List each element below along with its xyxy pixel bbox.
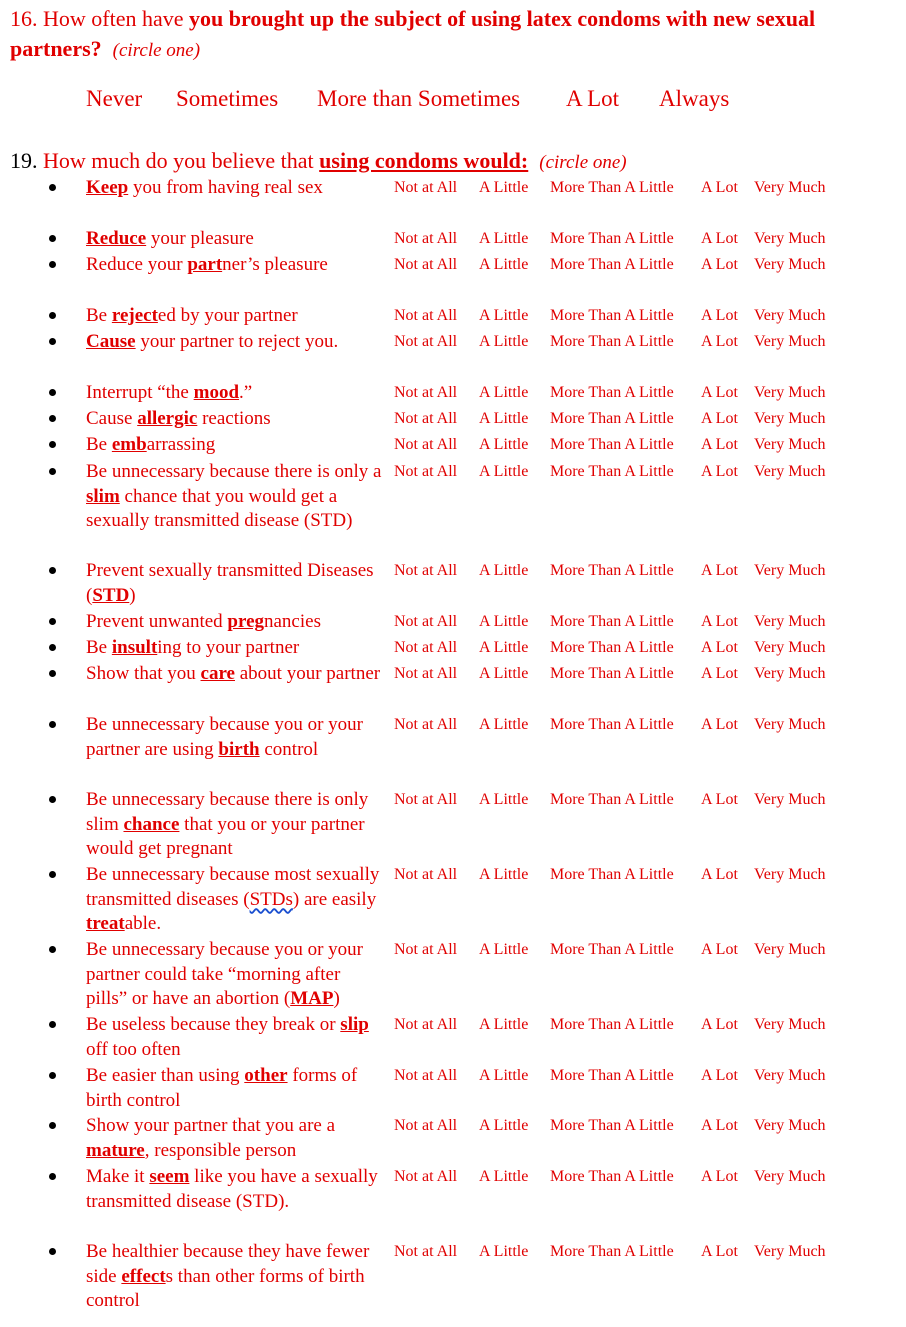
rating-scale bbox=[0, 256, 906, 278]
scale-option-more-than-a-little[interactable]: More Than A Little bbox=[550, 562, 674, 579]
question-19-emphasis: using condoms would: bbox=[319, 148, 529, 173]
keyword: Cause bbox=[86, 331, 136, 352]
scale-option-very-much[interactable]: Very Much bbox=[754, 463, 826, 480]
statement-text: Be easier than using bbox=[86, 1065, 245, 1086]
statement-text: like you have a sexually transmitted disease (STD). bbox=[86, 1166, 378, 1212]
statement-text: s than other forms of birth control bbox=[86, 1265, 365, 1311]
statement-text: ing to your partner bbox=[157, 637, 300, 658]
scale-option-more-than-a-little[interactable]: More Than A Little bbox=[550, 410, 674, 427]
scale-option-very-much[interactable]: Very Much bbox=[754, 639, 826, 656]
question-16 bbox=[10, 4, 895, 66]
scale-option-a-lot[interactable]: A Lot bbox=[701, 1117, 738, 1134]
statement-text: .” bbox=[239, 382, 253, 403]
scale-option-more-than-a-little[interactable]: More Than A Little bbox=[550, 384, 674, 401]
scale-option-not-at-all[interactable]: Not at All bbox=[394, 1067, 458, 1084]
keyword: STD bbox=[92, 584, 130, 606]
statement-text: Prevent unwanted bbox=[86, 611, 228, 632]
scale-option-not-at-all[interactable]: Not at All bbox=[394, 1016, 458, 1033]
scale-option-a-little[interactable]: A Little bbox=[479, 1016, 529, 1033]
rating-scale bbox=[0, 562, 906, 584]
question-19-text: How much do you believe that bbox=[37, 148, 320, 173]
scale-option-a-little[interactable]: A Little bbox=[479, 1067, 529, 1084]
scale-option-a-little[interactable]: A Little bbox=[479, 791, 529, 808]
scale-option-not-at-all[interactable]: Not at All bbox=[394, 665, 458, 682]
keyword: reject bbox=[111, 305, 158, 326]
statement-text: ) are easily bbox=[292, 888, 377, 910]
scale-option-a-little[interactable]: A Little bbox=[479, 1243, 529, 1260]
scale-option-not-at-all[interactable]: Not at All bbox=[394, 307, 458, 324]
scale-option-not-at-all[interactable]: Not at All bbox=[394, 410, 458, 427]
scale-option-a-little[interactable]: A Little bbox=[479, 941, 529, 958]
scale-option-a-lot[interactable]: A Lot bbox=[701, 179, 738, 196]
scale-option-a-little[interactable]: A Little bbox=[479, 613, 529, 630]
rating-scale bbox=[0, 333, 906, 355]
keyword: Reduce bbox=[86, 228, 147, 249]
scale-option-a-little[interactable]: A Little bbox=[479, 436, 529, 453]
scale-option-more-than-a-little[interactable]: More Than A Little bbox=[550, 1243, 674, 1260]
scale-option-a-little[interactable]: A Little bbox=[479, 1117, 529, 1134]
scale-option-very-much[interactable]: Very Much bbox=[754, 256, 826, 273]
statement-text: Show that you bbox=[86, 663, 201, 684]
scale-option-a-lot[interactable]: A Lot bbox=[701, 1243, 738, 1260]
scale-option-more-than-a-little[interactable]: More Than A Little bbox=[550, 230, 674, 247]
statement-text: Be useless because they break or bbox=[86, 1014, 341, 1035]
scale-option-not-at-all[interactable]: Not at All bbox=[394, 716, 458, 733]
keyword: preg bbox=[227, 611, 264, 632]
scale-option-very-much[interactable]: Very Much bbox=[754, 333, 826, 350]
scale-option-very-much[interactable]: Very Much bbox=[754, 410, 826, 427]
scale-option-a-little[interactable]: A Little bbox=[479, 333, 529, 350]
keyword: MAP bbox=[290, 988, 334, 1009]
statement-text: , responsible person bbox=[144, 1139, 297, 1161]
scale-option-very-much[interactable]: Very Much bbox=[754, 179, 826, 196]
scale-option-a-lot[interactable]: A Lot bbox=[701, 230, 738, 247]
keyword: mood bbox=[193, 382, 240, 403]
scale-option-more-than-a-little[interactable]: More Than A Little bbox=[550, 1016, 674, 1033]
scale-option-very-much[interactable]: Very Much bbox=[754, 866, 826, 883]
scale-option-very-much[interactable]: Very Much bbox=[754, 1067, 826, 1084]
statement-text: Prevent sexually transmitted Diseases ( bbox=[86, 560, 374, 606]
rating-scale bbox=[0, 1117, 906, 1139]
scale-option-more-than-a-little[interactable]: More Than A Little bbox=[550, 463, 674, 480]
scale-option-more-than-a-little[interactable]: More Than A Little bbox=[550, 1067, 674, 1084]
scale-option-very-much[interactable]: Very Much bbox=[754, 613, 826, 630]
scale-option-not-at-all[interactable]: Not at All bbox=[394, 1243, 458, 1260]
scale-option-a-lot[interactable]: A Lot bbox=[701, 639, 738, 656]
rating-scale bbox=[0, 463, 906, 485]
statement-text: off too often bbox=[86, 1038, 181, 1060]
scale-option-not-at-all[interactable]: Not at All bbox=[394, 230, 458, 247]
scale-option-very-much[interactable]: Very Much bbox=[754, 941, 826, 958]
option-more-than-sometimes[interactable]: More than Sometimes bbox=[317, 86, 521, 111]
keyword: treat bbox=[86, 913, 125, 934]
statement-text: Be unnecessary because you or your partner are using bbox=[86, 714, 363, 760]
scale-option-very-much[interactable]: Very Much bbox=[754, 384, 826, 401]
scale-option-more-than-a-little[interactable]: More Than A Little bbox=[550, 716, 674, 733]
scale-option-not-at-all[interactable]: Not at All bbox=[394, 333, 458, 350]
question-16-number: 16. bbox=[10, 6, 38, 31]
rating-scale bbox=[0, 179, 906, 201]
rating-scale bbox=[0, 1016, 906, 1038]
scale-option-a-lot[interactable]: A Lot bbox=[701, 256, 738, 273]
statement-text: Cause bbox=[86, 408, 138, 429]
rating-scale bbox=[0, 665, 906, 687]
scale-option-not-at-all[interactable]: Not at All bbox=[394, 562, 458, 579]
statement-text: able. bbox=[124, 913, 162, 934]
statement-text: control bbox=[259, 738, 319, 760]
statement-text: Be unnecessary because there is only slim bbox=[86, 789, 369, 835]
scale-option-a-lot[interactable]: A Lot bbox=[701, 307, 738, 324]
statement-text: Be unnecessary because you or your partner could take “morning after pills” or have an abortion ( bbox=[86, 939, 363, 1009]
statement-text: forms of birth control bbox=[86, 1065, 358, 1111]
scale-option-not-at-all[interactable]: Not at All bbox=[394, 463, 458, 480]
scale-option-a-little[interactable]: A Little bbox=[479, 230, 529, 247]
scale-option-not-at-all[interactable]: Not at All bbox=[394, 791, 458, 808]
scale-option-a-little[interactable]: A Little bbox=[479, 384, 529, 401]
question-19-number: 19. bbox=[10, 148, 38, 173]
statement-text: arrassing bbox=[146, 434, 216, 455]
rating-scale bbox=[0, 436, 906, 458]
scale-option-not-at-all[interactable]: Not at All bbox=[394, 384, 458, 401]
scale-option-a-lot[interactable]: A Lot bbox=[701, 463, 738, 480]
statement-text: Interrupt “the bbox=[86, 382, 194, 403]
rating-scale bbox=[0, 1067, 906, 1089]
scale-option-a-lot[interactable]: A Lot bbox=[701, 665, 738, 682]
keyword: slim bbox=[86, 485, 120, 507]
scale-option-a-little[interactable]: A Little bbox=[479, 463, 529, 480]
scale-option-not-at-all[interactable]: Not at All bbox=[394, 179, 458, 196]
rating-scale bbox=[0, 716, 906, 738]
rating-scale bbox=[0, 791, 906, 813]
scale-option-more-than-a-little[interactable]: More Than A Little bbox=[550, 436, 674, 453]
scale-option-not-at-all[interactable]: Not at All bbox=[394, 613, 458, 630]
rating-scale bbox=[0, 866, 906, 888]
keyword: seem bbox=[149, 1166, 190, 1187]
rating-scale bbox=[0, 613, 906, 635]
scale-option-not-at-all[interactable]: Not at All bbox=[394, 941, 458, 958]
keyword: care bbox=[200, 663, 235, 684]
option-never[interactable]: Never bbox=[86, 86, 143, 111]
statement-text: Show your partner that you are a bbox=[86, 1115, 336, 1136]
scale-option-a-little[interactable]: A Little bbox=[479, 562, 529, 579]
scale-option-not-at-all[interactable]: Not at All bbox=[394, 866, 458, 883]
scale-option-very-much[interactable]: Very Much bbox=[754, 230, 826, 247]
scale-option-more-than-a-little[interactable]: More Than A Little bbox=[550, 665, 674, 682]
statement-text: nancies bbox=[264, 611, 321, 632]
scale-option-very-much[interactable]: Very Much bbox=[754, 791, 826, 808]
scale-option-a-lot[interactable]: A Lot bbox=[701, 866, 738, 883]
scale-option-very-much[interactable]: Very Much bbox=[754, 436, 826, 453]
scale-option-more-than-a-little[interactable]: More Than A Little bbox=[550, 941, 674, 958]
statement-text: your pleasure bbox=[146, 228, 254, 249]
keyword: effect bbox=[121, 1265, 166, 1287]
rating-scale bbox=[0, 1243, 906, 1265]
scale-option-more-than-a-little[interactable]: More Than A Little bbox=[550, 866, 674, 883]
question-16-emphasis: you brought up the subject of using latex condoms with new sexual partners? bbox=[10, 6, 816, 61]
scale-option-a-little[interactable]: A Little bbox=[479, 639, 529, 656]
question-16-text: How often have bbox=[37, 6, 190, 31]
rating-scale bbox=[0, 307, 906, 329]
statement-text: that you or your partner would get pregnant bbox=[86, 813, 365, 859]
keyword: insult bbox=[111, 637, 158, 658]
rating-scale bbox=[0, 410, 906, 432]
scale-option-very-much[interactable]: Very Much bbox=[754, 562, 826, 579]
scale-option-very-much[interactable]: Very Much bbox=[754, 716, 826, 733]
scale-option-a-lot[interactable]: A Lot bbox=[701, 1016, 738, 1033]
statement-text: Be bbox=[86, 434, 112, 455]
statement-text: ) bbox=[129, 584, 136, 606]
scale-option-very-much[interactable]: Very Much bbox=[754, 1243, 826, 1260]
scale-option-not-at-all[interactable]: Not at All bbox=[394, 639, 458, 656]
statement-text: your partner to reject you. bbox=[135, 331, 339, 352]
option-a-lot[interactable]: A Lot bbox=[566, 86, 620, 111]
scale-option-a-lot[interactable]: A Lot bbox=[701, 562, 738, 579]
option-always[interactable]: Always bbox=[659, 86, 730, 111]
rating-scale bbox=[0, 639, 906, 661]
scale-option-a-lot[interactable]: A Lot bbox=[701, 791, 738, 808]
scale-option-more-than-a-little[interactable]: More Than A Little bbox=[550, 307, 674, 324]
scale-option-not-at-all[interactable]: Not at All bbox=[394, 1117, 458, 1134]
scale-option-more-than-a-little[interactable]: More Than A Little bbox=[550, 179, 674, 196]
statement-text: ) bbox=[333, 988, 340, 1009]
rating-scale bbox=[0, 1168, 906, 1190]
scale-option-a-lot[interactable]: A Lot bbox=[701, 436, 738, 453]
question-16-hint: (circle one) bbox=[112, 40, 201, 61]
scale-option-a-little[interactable]: A Little bbox=[479, 1168, 529, 1185]
scale-option-a-little[interactable]: A Little bbox=[479, 410, 529, 427]
scale-option-more-than-a-little[interactable]: More Than A Little bbox=[550, 639, 674, 656]
statement-text: Be bbox=[86, 305, 112, 326]
scale-option-a-little[interactable]: A Little bbox=[479, 716, 529, 733]
scale-option-more-than-a-little[interactable]: More Than A Little bbox=[550, 333, 674, 350]
scale-option-a-lot[interactable]: A Lot bbox=[701, 613, 738, 630]
keyword: Keep bbox=[86, 177, 129, 198]
keyword: slip bbox=[340, 1014, 369, 1035]
scale-option-more-than-a-little[interactable]: More Than A Little bbox=[550, 791, 674, 808]
statement-text: you from having real sex bbox=[128, 177, 323, 198]
statement-text: chance that you would get a sexually transmitted disease (STD) bbox=[86, 485, 353, 531]
question-16-options bbox=[0, 86, 906, 118]
keyword: birth bbox=[218, 738, 260, 760]
statement-text: Be healthier because they have fewer side bbox=[86, 1241, 370, 1287]
scale-option-a-little[interactable]: A Little bbox=[479, 256, 529, 273]
scale-option-a-little[interactable]: A Little bbox=[479, 307, 529, 324]
scale-option-a-lot[interactable]: A Lot bbox=[701, 1067, 738, 1084]
scale-option-a-lot[interactable]: A Lot bbox=[701, 384, 738, 401]
keyword: part bbox=[187, 254, 223, 275]
scale-option-more-than-a-little[interactable]: More Than A Little bbox=[550, 1117, 674, 1134]
scale-option-not-at-all[interactable]: Not at All bbox=[394, 436, 458, 453]
statement-text: Be unnecessary because there is only a bbox=[86, 461, 382, 482]
option-sometimes[interactable]: Sometimes bbox=[176, 86, 279, 111]
rating-scale bbox=[0, 941, 906, 963]
statement-text: ed by your partner bbox=[157, 305, 298, 326]
keyword: mature bbox=[86, 1139, 145, 1161]
scale-option-a-lot[interactable]: A Lot bbox=[701, 716, 738, 733]
statement-text: about your partner bbox=[235, 663, 381, 684]
scale-option-very-much[interactable]: Very Much bbox=[754, 307, 826, 324]
keyword: emb bbox=[111, 434, 147, 455]
scale-option-not-at-all[interactable]: Not at All bbox=[394, 1168, 458, 1185]
statement-text: Be unnecessary because most sexually transmitted diseases ( bbox=[86, 864, 380, 910]
statement-text: ner’s pleasure bbox=[222, 254, 328, 275]
scale-option-very-much[interactable]: Very Much bbox=[754, 1168, 826, 1185]
scale-option-a-lot[interactable]: A Lot bbox=[701, 941, 738, 958]
question-19 bbox=[10, 146, 895, 178]
statement-text: Make it bbox=[86, 1166, 150, 1187]
statement-text: STDs bbox=[249, 888, 293, 910]
scale-option-a-lot[interactable]: A Lot bbox=[701, 410, 738, 427]
scale-option-more-than-a-little[interactable]: More Than A Little bbox=[550, 256, 674, 273]
scale-option-a-little[interactable]: A Little bbox=[479, 179, 529, 196]
scale-option-more-than-a-little[interactable]: More Than A Little bbox=[550, 613, 674, 630]
rating-scale bbox=[0, 384, 906, 406]
keyword: allergic bbox=[137, 408, 198, 429]
rating-scale bbox=[0, 230, 906, 252]
scale-option-very-much[interactable]: Very Much bbox=[754, 1117, 826, 1134]
scale-option-a-little[interactable]: A Little bbox=[479, 866, 529, 883]
statement-text: reactions bbox=[197, 408, 271, 429]
question-19-hint: (circle one) bbox=[539, 152, 627, 173]
keyword: chance bbox=[123, 813, 180, 835]
scale-option-very-much[interactable]: Very Much bbox=[754, 665, 826, 682]
scale-option-very-much[interactable]: Very Much bbox=[754, 1016, 826, 1033]
scale-option-a-little[interactable]: A Little bbox=[479, 665, 529, 682]
statement-text: Be bbox=[86, 637, 112, 658]
keyword: other bbox=[244, 1065, 288, 1086]
scale-option-a-lot[interactable]: A Lot bbox=[701, 1168, 738, 1185]
statement-text: Reduce your bbox=[86, 254, 188, 275]
scale-option-more-than-a-little[interactable]: More Than A Little bbox=[550, 1168, 674, 1185]
scale-option-not-at-all[interactable]: Not at All bbox=[394, 256, 458, 273]
scale-option-a-lot[interactable]: A Lot bbox=[701, 333, 738, 350]
